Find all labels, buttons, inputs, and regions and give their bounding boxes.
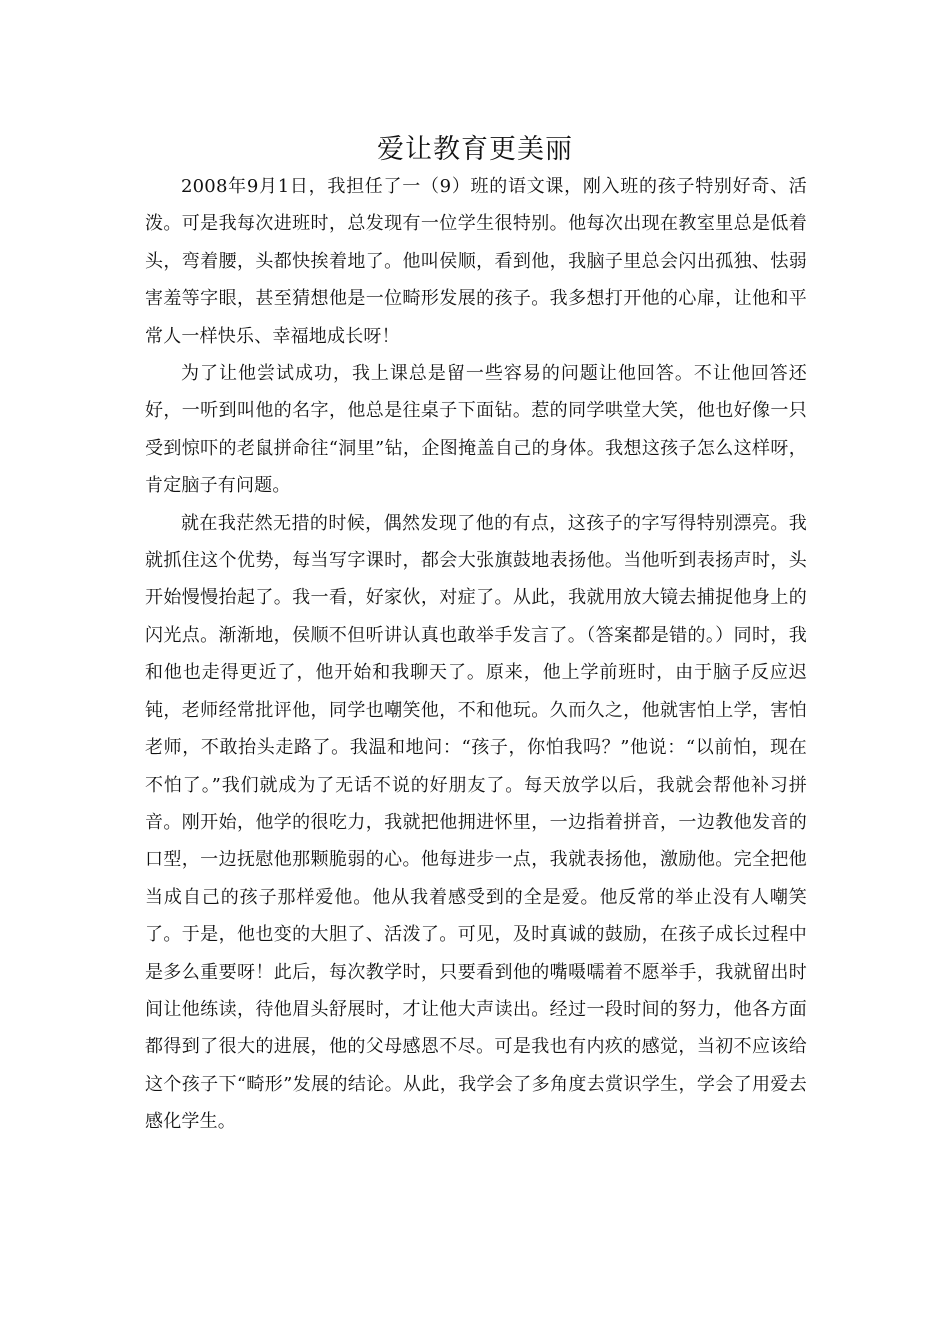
- document-body: [145, 168, 807, 1141]
- paragraph-2: 为了让他尝试成功，我上课总是留一些容易的问题让他回答。不让他回答还好，一听到叫他的名字，他总是往桌子下面钻。惹的同学哄堂大笑，他也好像一只受到惊吓的老鼠拼命往“洞里”钻，企图掩盖自己的身体。我想这孩子怎么这样呀，肯定脑子有问题。: [145, 363, 807, 497]
- paragraph-3: 就在我茫然无措的时候，偶然发现了他的有点，这孩子的字写得特别漂亮。我就抓住这个优势，每当写字课时，都会大张旗鼓地表扬他。当他听到表扬声时，头开始慢慢抬起了。我一看，好家伙，对症了。从此，我就用放大镜去捕捉他身上的闪光点。渐渐地，侯顺不但听讲认真也敢举手发言了。（答案都是错的。）同时，我和他也走得更近了，他开始和我聊天了。原来，他上学前班时，由于脑子反应迟钝，老师经常批评他，同学也嘲笑他，不和他玩。久而久之，他就害怕上学，害怕老师，不敢抬头走路了。我温和地问：“孩子，你怕我吗？”他说：“以前怕，现在不怕了。”我们就成为了无话不说的好朋友了。每天放学以后，我就会帮他补习拼音。刚开始，他学的很吃力，我就把他拥进怀里，一边指着拼音，一边教他发音的口型，一边抚慰他那颗脆弱的心。他每进步一点，我就表扬他，激励他。完全把他当成自己的孩子那样爱他。他从我着感受到的全是爱。他反常的举止没有人嘲笑了。于是，他也变的大胆了、活泼了。可见，及时真诚的鼓励，在孩子成长过程中是多么重要呀！此后，每次教学时，只要看到他的嘴嗫嚅着不愿举手，我就留出时间让他练读，待他眉头舒展时，才让他大声读出。经过一段时间的努力，他各方面都得到了很大的进展，他的父母感恩不尽。可是我也有内疚的感觉，当初不应该给这个孩子下“畸形”发展的结论。从此，我学会了多角度去赏识学生，学会了用爱去感化学生。: [145, 512, 807, 1133]
- paragraph-1: 2008年9月1日，我担任了一（9）班的语文课，刚入班的孩子特别好奇、活泼。可是我每次进班时，总发现有一位学生很特别。他每次出现在教室里总是低着头，弯着腰，头都快挨着地了。他叫侯顺，看到他，我脑子里总会闪出孤独、怯弱害羞等字眼，甚至猜想他是一位畸形发展的孩子。我多想打开他的心扉，让他和平常人一样快乐、幸福地成长呀！: [145, 176, 807, 347]
- document-title: 爱让教育更美丽: [377, 134, 573, 165]
